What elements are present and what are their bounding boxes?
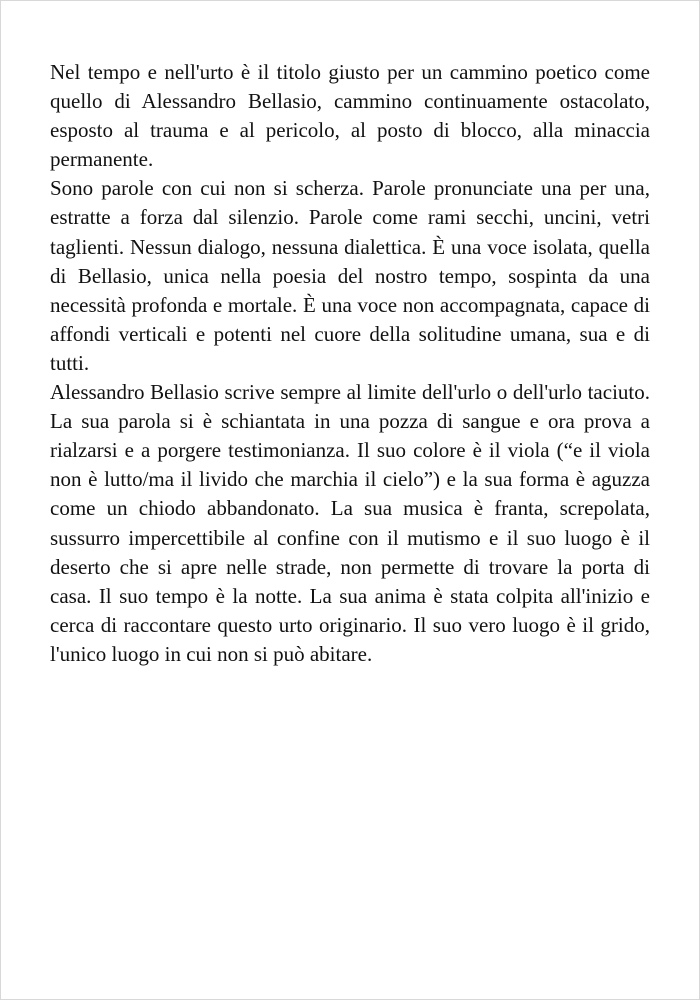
- paragraph-3: Alessandro Bellasio scrive sempre al limite dell'urlo o dell'urlo taciuto. La sua parola si è schiantata in una pozza di sangue e ora prova a rialzarsi e a porgere testimonianza. Il suo colore è il viola (“e il viola non è lutto/ma il livido che marchia il cielo”) e la sua forma è aguzza come un chiodo abbandonato. La sua musica è franta, screpolata, sussurro impercettibile al confine con il mutismo e il suo luogo è il deserto che si apre nelle strade, non permette di trovare la porta di casa. Il suo tempo è la notte. La sua anima è stata colpita all'inizio e cerca di raccontare questo urto originario. Il suo vero luogo è il grido, l'unico luogo in cui non si può abitare.: [50, 380, 650, 666]
- paragraph-2: Sono parole con cui non si scherza. Parole pronunciate una per una, estratte a forza dal silenzio. Parole come rami secchi, uncini, vetri taglienti. Nessun dialogo, nessuna dialettica. È una voce isolata, quella di Bellasio, unica nella poesia del nostro tempo, sospinta da una necessità profonda e mortale. È una voce non accompagnata, capace di affondi verticali e potenti nel cuore della solitudine umana, sua e di tutti.: [50, 176, 650, 375]
- body-text: [50, 58, 650, 669]
- paragraph-1: Nel tempo e nell'urto è il titolo giusto per un cammino poetico come quello di Alessandro Bellasio, cammino continuamente ostacolato, esposto al trauma e al pericolo, al posto di blocco, alla minaccia permanente.: [50, 60, 650, 172]
